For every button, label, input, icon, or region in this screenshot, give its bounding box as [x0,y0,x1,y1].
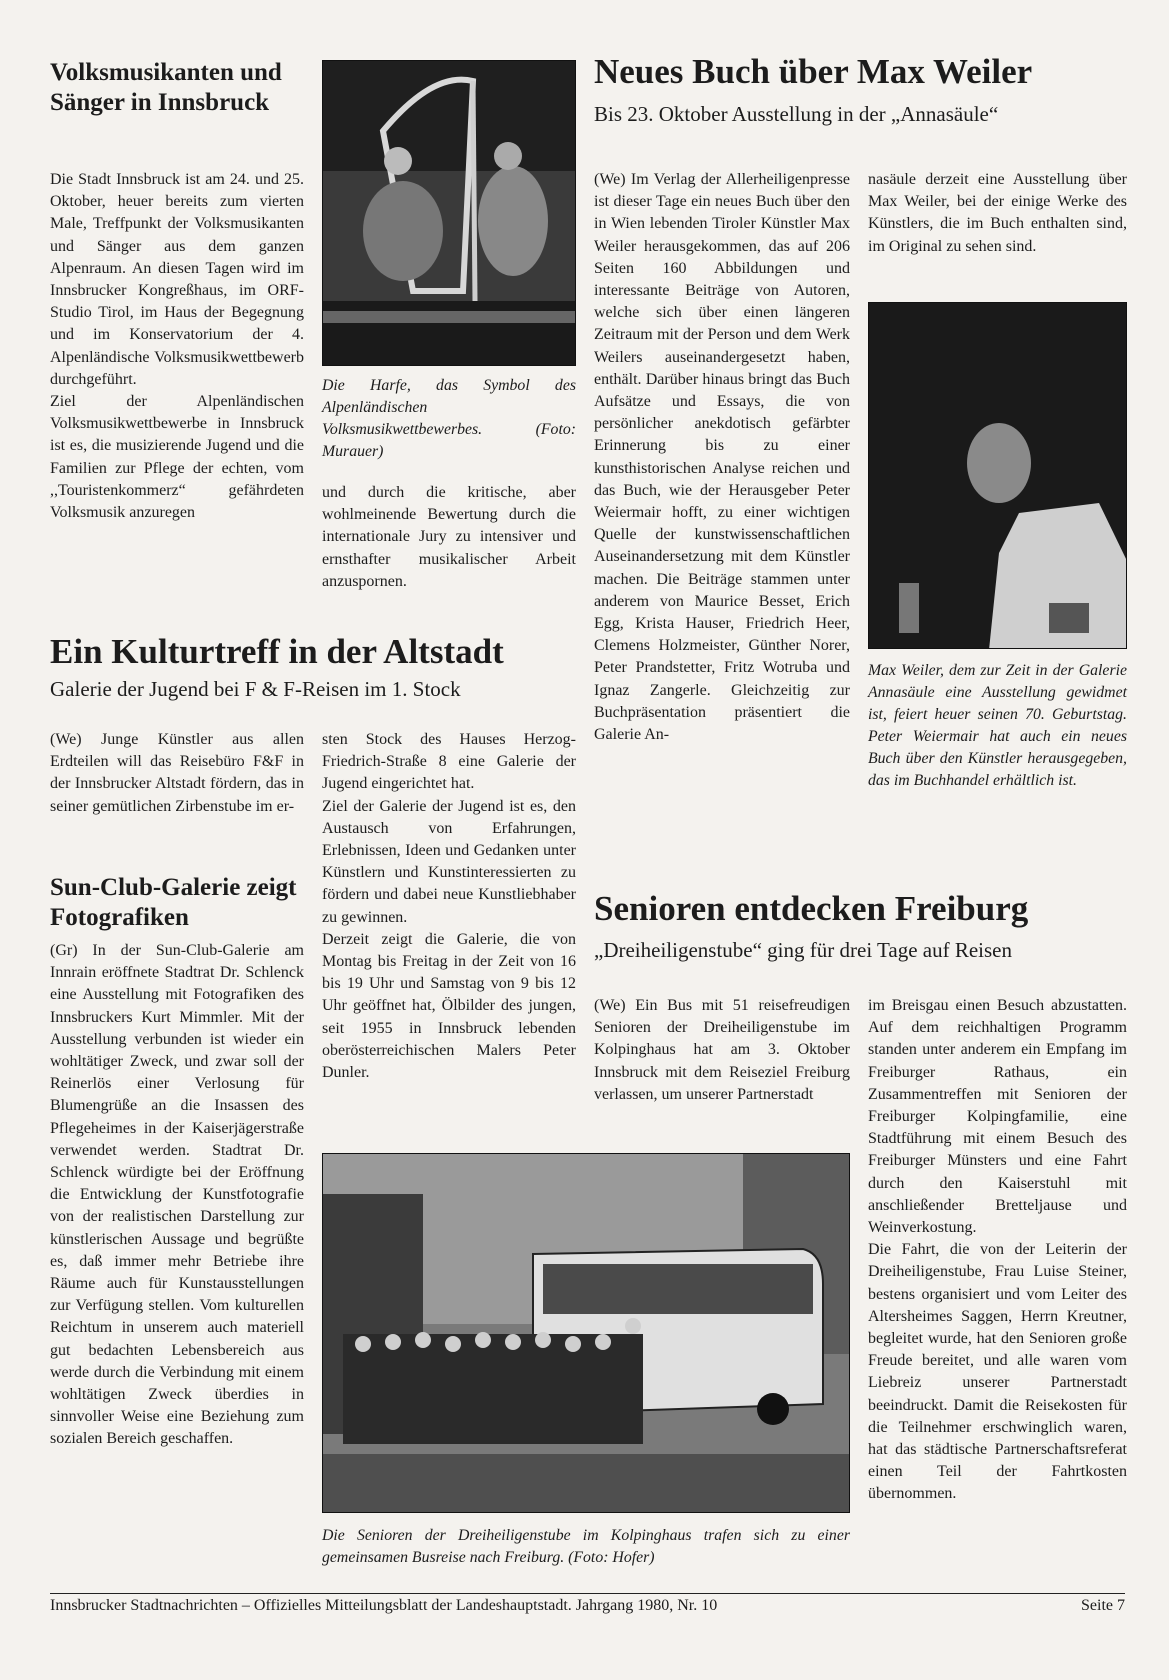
kulturtreff-body-cont [322,729,576,1084]
senioren-subhead: „Dreiheiligenstube“ ging für drei Tage auf Reisen [594,938,1012,962]
volksmusik-headline: Volksmusikanten und Sänger in Innsbruck [50,59,282,116]
bus-photo-caption: Die Senioren der Dreiheiligenstube im Kolpinghaus trafen sich zu einer gemeinsamen Busreise nach Freiburg. (Foto: Hofer) [322,1527,850,1566]
kulturtreff-paragraph-2: Ziel der Galerie der Jugend ist es, den Austausch von Erfahrungen, Erlebnissen, Ideen und Gedanken unter Künstlern und Kunstinteressierten zu fördern und dabei neue Kunstliebhaber zu gewinnen. [322,797,576,926]
kulturtreff-paragraph-1: sten Stock des Hauses Herzog-Friedrich-Straße 8 eine Galerie der Jugend eingerichtet hat. [322,731,576,793]
weiler-body: (We) Im Verlag der Allerheiligenpresse ist dieser Tage ein neues Buch über den in Wien lebenden Tiroler Künstler Max Weiler herausgekommen, das auf 206 Seiten 160 Abbildungen und interessante Beiträge von Autoren, welche sich über einen längeren Zeitraum mit der Person und dem Werk Weilers auseinandergesetzt haben, enthält. Darüber hinaus bringt das Buch Aufsätze und Essays, die von persönlicher anekdotisch gefärbter Erinnerung bis zu einer kunsthistorischen Analyse reichen und das Buch, wie der Herausgeber Peter Weiermair hofft, zu einer wichtigen Quelle der kunstwissenschaftlichen Auseinandersetzung mit dem Künstler machen. Die Beiträge stammen unter anderem von Maurice Besset, Erich Egg, Krista Hauser, Friedrich Heer, Clemens Holzmeister, Günther Norer, Peter Prandstetter, Fritz Wotruba und Ignaz Zangerle. Gleichzeitig zur Buchpräsentation präsentiert die Galerie An- [594,171,850,744]
weiler-body-cont: nasäule derzeit eine Ausstellung über Max Weiler, bei der einige Werke des Künstlers, die im Buch enthalten sind, im Original zu sehen sind. [868,171,1127,255]
senioren-paragraph-1: im Breisgau einen Besuch abzustatten. Auf dem reichhaltigen Programm standen unter anderem ein Empfang im Freiburger Rathaus, ein Zusammentreffen mit Senioren der Freiburger Kolpingfamilie, eine Stadtführung mit einem Besuch des Freiburger Münsters und eine Fahrt durch den Kaiserstuhl mit anschließender Bretteljause und Weinverkostung. [868,997,1127,1237]
kulturtreff-body: (We) Junge Künstler aus allen Erdteilen will das Reisebüro F&F in der Innsbrucker Altstadt fördern, das in seiner gemütlichen Zirbenstube im er- [50,731,304,815]
kulturtreff-subhead: Galerie der Jugend bei F & F-Reisen im 1. Stock [50,677,461,701]
page-number: Seite 7 [1081,1597,1125,1614]
bus-photo [322,1153,850,1513]
harp-photo-image [323,61,576,366]
harp-photo-caption: Die Harfe, das Symbol des Alpenländischen Volksmusikwettbewerbes. (Foto: Murauer) [322,377,576,460]
senioren-body: (We) Ein Bus mit 51 reisefreudigen Senioren der Dreiheiligenstube im Kolpinghaus hat am 3. Oktober Innsbruck mit dem Reiseziel Freiburg verlassen, um unserer Partnerstadt [594,997,850,1103]
senioren-headline: Senioren entdecken Freiburg [594,889,1029,928]
weiler-headline: Neues Buch über Max Weiler [594,52,1033,91]
max-weiler-caption: Max Weiler, dem zur Zeit in der Galerie Annasäule eine Ausstellung gewidmet ist, feiert heuer seinen 70. Geburtstag. Peter Weiermair hat auch ein neues Buch über den Künstler herausgegeben, das im Buchhandel erhältlich ist. [868,662,1127,789]
footer-rule [50,1593,1125,1594]
bus-photo-image [323,1154,850,1513]
harp-photo [322,60,576,366]
max-weiler-photo [868,302,1127,649]
sunclub-headline: Sun-Club-Galerie zeigt Fotografiken [50,874,297,931]
sunclub-body: (Gr) In der Sun-Club-Galerie am Innrain eröffnete Stadtrat Dr. Schlenck eine Ausstellung mit Fotografiken des Innsbruckers Kurt Mimmler. Mit der Ausstellung verbunden ist wieder ein wohltätiger Zweck, und zwar soll der Reinerlös einer Verlosung für Blumengrüße an die Insassen des Pflegeheimes in der Kaiserjägerstraße verwendet werden. Stadtrat Dr. Schlenck würdigte bei der Eröffnung die Entwicklung der Kunstfotografie von der realistischen Darstellung zur künstlerischen Aussage und begrüßte es, daß immer mehr Betriebe ihre Räume auch für Kunstausstellungen zur Verfügung stellen. Vom kulturellen Reichtum in unserem auch materiell gut bedachten Lebensbereich aus werde durch die Verbindung mit einem wohltätigen Zweck überdies in sinnvoller Weise eine Beziehung zum sozialen Bereich geschaffen. [50,942,304,1448]
footer-masthead: Innsbrucker Stadtnachrichten – Offizielles Mitteilungsblatt der Landeshauptstadt. Jahrgang 1980, Nr. 10 [50,1597,718,1614]
kulturtreff-paragraph-3: Derzeit zeigt die Galerie, die von Montag bis Freitag in der Zeit von 16 bis 19 Uhr und Samstag von 9 bis 12 Uhr geöffnet hat, Ölbilder des jungen, seit 1955 in Innsbruck lebenden oberösterreichischen Malers Peter Dunler. [322,930,576,1082]
volksmusik-paragraph-2: Ziel der Alpenländischen Volksmusikwettbewerbe in Innsbruck ist es, die musizierende Jugend und die Familien zur Pflege der echten, vom ,,Touristenkommerz“ gefährdeten Volksmusik anzuregen [50,393,304,522]
volksmusik-paragraph: Die Stadt Innsbruck ist am 24. und 25. Oktober, heuer bereits zum vierten Male, Treffpunkt der Volksmusikanten und Sänger aus dem ganzen Alpenraum. An diesen Tagen wird im Innsbrucker Kongreßhaus, im ORF-Studio Tirol, im Haus der Begegnung und im Konservatorium der 4. Alpenländische Volksmusikwettbewerb durchgeführt. [50,171,304,388]
senioren-paragraph-2: Die Fahrt, die von der Leiterin der Dreiheiligenstube, Frau Luise Steiner, bestens organisiert und vom Leiter des Altersheimes Saggen, Herrn Kreutner, begleitet wurde, hat den Senioren große Freude bereitet, und alle waren vom Liebreiz unserer Partnerstadt beeindruckt. Damit die Reisekosten für die Teilnehmer erschwinglich waren, hat das städtische Partnerschaftsreferat einen Teil der Fahrtkosten übernommen. [868,1241,1127,1503]
max-weiler-photo-image [869,303,1127,649]
kulturtreff-headline: Ein Kulturtreff in der Altstadt [50,632,504,671]
volksmusik-body [50,169,304,524]
volksmusik-body-cont: und durch die kritische, aber wohlmeinende Bewertung durch die internationale Jury zu intensiver und ernsthafter musikalischer Arbeit anzuspornen. [322,484,576,590]
weiler-subhead: Bis 23. Oktober Ausstellung in der „Annasäule“ [594,102,999,126]
senioren-body-cont [868,995,1127,1506]
